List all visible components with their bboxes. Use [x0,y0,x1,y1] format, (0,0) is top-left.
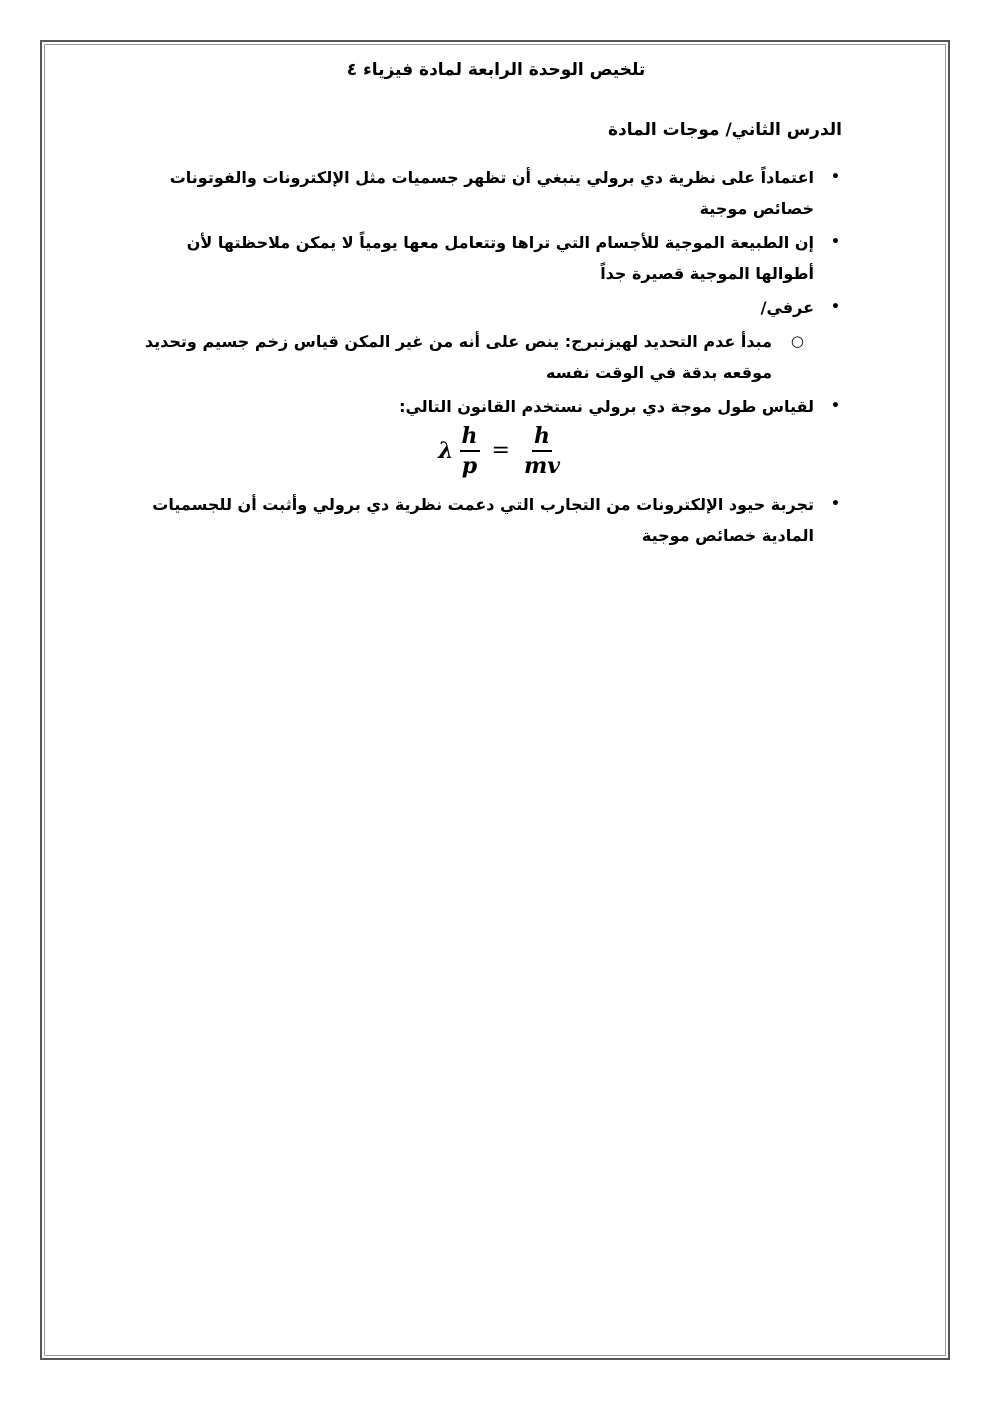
de-broglie-formula [142,425,842,483]
lesson-content [142,162,842,554]
sub-list-item [142,326,842,388]
formula-fraction-h-p [460,425,480,477]
circle-bullet-icon: ○ [790,332,804,350]
formula-denominator: p [461,453,478,479]
list-item [142,489,842,551]
list-item-text: اعتماداً على نظرية دي برولي ينبغي أن تظهر جسميات مثل الإلكترونات والفوتونات خصائص موجية [169,168,814,218]
formula-fraction-h-mv [522,425,562,477]
bullet-icon: • [831,169,840,185]
list-item-text: تجربة حيود الإلكترونات من التجارب التي دعمت نظرية دي برولي وأثبت أن للجسميات المادية خصائص موجية [152,495,814,545]
formula-lambda: λ [438,438,454,464]
document-title: تلخيص الوحدة الرابعة لمادة فيزياء ٤ [346,60,646,80]
list-item [142,162,842,224]
lesson-title: الدرس الثاني/ موجات المادة [607,120,842,140]
list-item-text: لقياس طول موجة دي برولي نستخدم القانون التالي: [399,397,814,416]
formula-denominator: mv [523,453,560,479]
list-item [142,292,842,323]
list-item-text: عرفي/ [760,298,814,317]
formula-numerator: h [532,425,552,452]
bullet-icon: • [831,234,840,250]
bullet-icon: • [831,496,840,512]
sub-list-item-text: مبدأ عدم التحديد لهيزنبرج: ينص على أنه من غير المكن قياس زخم جسيم وتحديد موقعه بدقة في الوقت نفسه [144,332,772,382]
list-item [142,391,842,422]
formula-equals: = [491,438,510,463]
list-item-text: إن الطبيعة الموجية للأجسام التي تراها وتتعامل معها يومياً لا يمكن ملاحظتها لأن أطوالها الموجية قصيرة جداً [186,233,814,283]
bullet-icon: • [831,398,840,414]
formula-numerator: h [460,425,480,452]
list-item [142,227,842,289]
bullet-icon: • [831,299,840,315]
